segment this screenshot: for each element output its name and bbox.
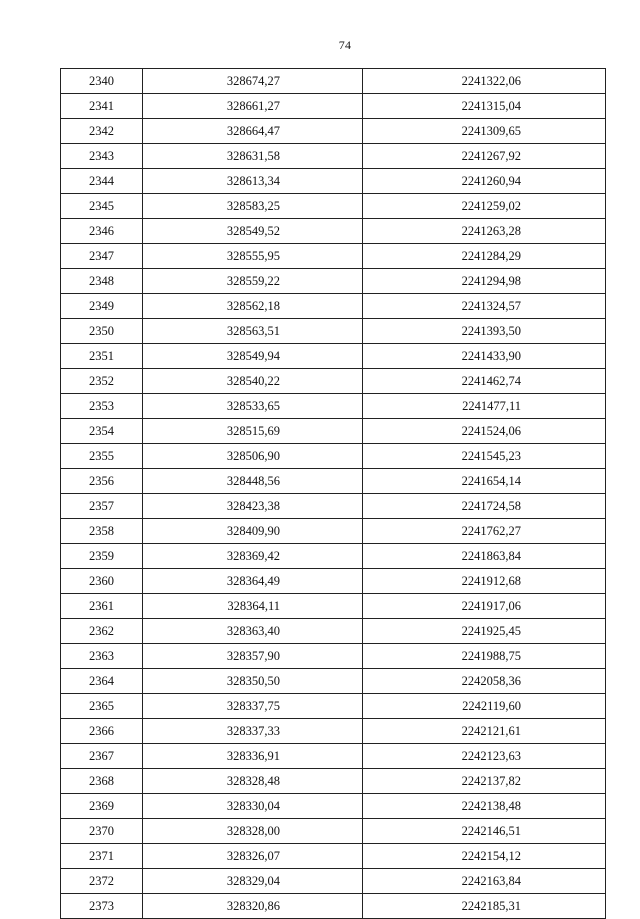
point-number-cell: 2358 [61,519,143,544]
point-number-cell: 2352 [61,369,143,394]
y-coordinate-cell: 2242119,60 [363,694,606,719]
point-number-cell: 2349 [61,294,143,319]
y-coordinate-cell: 2242137,82 [363,769,606,794]
point-number-cell: 2369 [61,794,143,819]
x-coordinate-cell: 328664,47 [143,119,363,144]
point-number-cell: 2355 [61,444,143,469]
coordinates-table [60,68,606,919]
x-coordinate-cell: 328423,38 [143,494,363,519]
x-coordinate-cell: 328320,86 [143,894,363,919]
x-coordinate-cell: 328326,07 [143,844,363,869]
table-row [61,844,606,869]
x-coordinate-cell: 328515,69 [143,419,363,444]
point-number-cell: 2351 [61,344,143,369]
x-coordinate-cell: 328563,51 [143,319,363,344]
x-coordinate-cell: 328363,40 [143,619,363,644]
table-row [61,769,606,794]
y-coordinate-cell: 2241762,27 [363,519,606,544]
table-row [61,294,606,319]
table-row [61,619,606,644]
x-coordinate-cell: 328533,65 [143,394,363,419]
table-row [61,819,606,844]
table-row [61,694,606,719]
table-row [61,94,606,119]
point-number-cell: 2362 [61,619,143,644]
point-number-cell: 2373 [61,894,143,919]
y-coordinate-cell: 2241477,11 [363,394,606,419]
x-coordinate-cell: 328549,94 [143,344,363,369]
point-number-cell: 2365 [61,694,143,719]
table-row [61,669,606,694]
y-coordinate-cell: 2241294,98 [363,269,606,294]
table-row [61,344,606,369]
x-coordinate-cell: 328631,58 [143,144,363,169]
y-coordinate-cell: 2242154,12 [363,844,606,869]
point-number-cell: 2343 [61,144,143,169]
point-number-cell: 2367 [61,744,143,769]
point-number-cell: 2347 [61,244,143,269]
x-coordinate-cell: 328448,56 [143,469,363,494]
table-row [61,519,606,544]
x-coordinate-cell: 328330,04 [143,794,363,819]
table-row [61,719,606,744]
y-coordinate-cell: 2242138,48 [363,794,606,819]
table-row [61,494,606,519]
table-row [61,169,606,194]
point-number-cell: 2371 [61,844,143,869]
x-coordinate-cell: 328328,00 [143,819,363,844]
table-row [61,644,606,669]
point-number-cell: 2353 [61,394,143,419]
table-row [61,744,606,769]
point-number-cell: 2360 [61,569,143,594]
x-coordinate-cell: 328337,75 [143,694,363,719]
point-number-cell: 2348 [61,269,143,294]
y-coordinate-cell: 2241322,06 [363,69,606,94]
x-coordinate-cell: 328661,27 [143,94,363,119]
point-number-cell: 2368 [61,769,143,794]
table-row [61,419,606,444]
y-coordinate-cell: 2242185,31 [363,894,606,919]
point-number-cell: 2372 [61,869,143,894]
point-number-cell: 2364 [61,669,143,694]
y-coordinate-cell: 2241524,06 [363,419,606,444]
point-number-cell: 2344 [61,169,143,194]
point-number-cell: 2350 [61,319,143,344]
point-number-cell: 2341 [61,94,143,119]
y-coordinate-cell: 2241315,04 [363,94,606,119]
page-number: 74 [338,38,352,52]
x-coordinate-cell: 328337,33 [143,719,363,744]
point-number-cell: 2346 [61,219,143,244]
y-coordinate-cell: 2241988,75 [363,644,606,669]
point-number-cell: 2340 [61,69,143,94]
y-coordinate-cell: 2241724,58 [363,494,606,519]
point-number-cell: 2366 [61,719,143,744]
table-row [61,119,606,144]
point-number-cell: 2354 [61,419,143,444]
y-coordinate-cell: 2241545,23 [363,444,606,469]
x-coordinate-cell: 328540,22 [143,369,363,394]
x-coordinate-cell: 328613,34 [143,169,363,194]
table-row [61,469,606,494]
table-row [61,219,606,244]
x-coordinate-cell: 328583,25 [143,194,363,219]
y-coordinate-cell: 2241267,92 [363,144,606,169]
coordinates-table-body [61,69,606,919]
table-row [61,369,606,394]
point-number-cell: 2370 [61,819,143,844]
x-coordinate-cell: 328350,50 [143,669,363,694]
y-coordinate-cell: 2241917,06 [363,594,606,619]
table-row [61,794,606,819]
x-coordinate-cell: 328674,27 [143,69,363,94]
table-row [61,394,606,419]
y-coordinate-cell: 2241863,84 [363,544,606,569]
point-number-cell: 2342 [61,119,143,144]
x-coordinate-cell: 328562,18 [143,294,363,319]
point-number-cell: 2345 [61,194,143,219]
point-number-cell: 2361 [61,594,143,619]
y-coordinate-cell: 2242058,36 [363,669,606,694]
y-coordinate-cell: 2242146,51 [363,819,606,844]
point-number-cell: 2359 [61,544,143,569]
table-row [61,269,606,294]
x-coordinate-cell: 328336,91 [143,744,363,769]
y-coordinate-cell: 2242163,84 [363,869,606,894]
x-coordinate-cell: 328364,11 [143,594,363,619]
table-row [61,319,606,344]
table-row [61,69,606,94]
x-coordinate-cell: 328357,90 [143,644,363,669]
y-coordinate-cell: 2241912,68 [363,569,606,594]
table-row [61,194,606,219]
x-coordinate-cell: 328559,22 [143,269,363,294]
y-coordinate-cell: 2241433,90 [363,344,606,369]
y-coordinate-cell: 2241324,57 [363,294,606,319]
table-row [61,869,606,894]
y-coordinate-cell: 2241259,02 [363,194,606,219]
y-coordinate-cell: 2241462,74 [363,369,606,394]
x-coordinate-cell: 328409,90 [143,519,363,544]
point-number-cell: 2357 [61,494,143,519]
table-row [61,594,606,619]
x-coordinate-cell: 328328,48 [143,769,363,794]
point-number-cell: 2356 [61,469,143,494]
y-coordinate-cell: 2241309,65 [363,119,606,144]
y-coordinate-cell: 2241284,29 [363,244,606,269]
y-coordinate-cell: 2241654,14 [363,469,606,494]
table-row [61,569,606,594]
x-coordinate-cell: 328329,04 [143,869,363,894]
y-coordinate-cell: 2241925,45 [363,619,606,644]
x-coordinate-cell: 328369,42 [143,544,363,569]
y-coordinate-cell: 2241260,94 [363,169,606,194]
table-row [61,444,606,469]
y-coordinate-cell: 2241393,50 [363,319,606,344]
point-number-cell: 2363 [61,644,143,669]
y-coordinate-cell: 2242123,63 [363,744,606,769]
table-row [61,144,606,169]
x-coordinate-cell: 328506,90 [143,444,363,469]
x-coordinate-cell: 328549,52 [143,219,363,244]
y-coordinate-cell: 2241263,28 [363,219,606,244]
x-coordinate-cell: 328364,49 [143,569,363,594]
table-row [61,894,606,919]
table-row [61,544,606,569]
y-coordinate-cell: 2242121,61 [363,719,606,744]
table-row [61,244,606,269]
x-coordinate-cell: 328555,95 [143,244,363,269]
